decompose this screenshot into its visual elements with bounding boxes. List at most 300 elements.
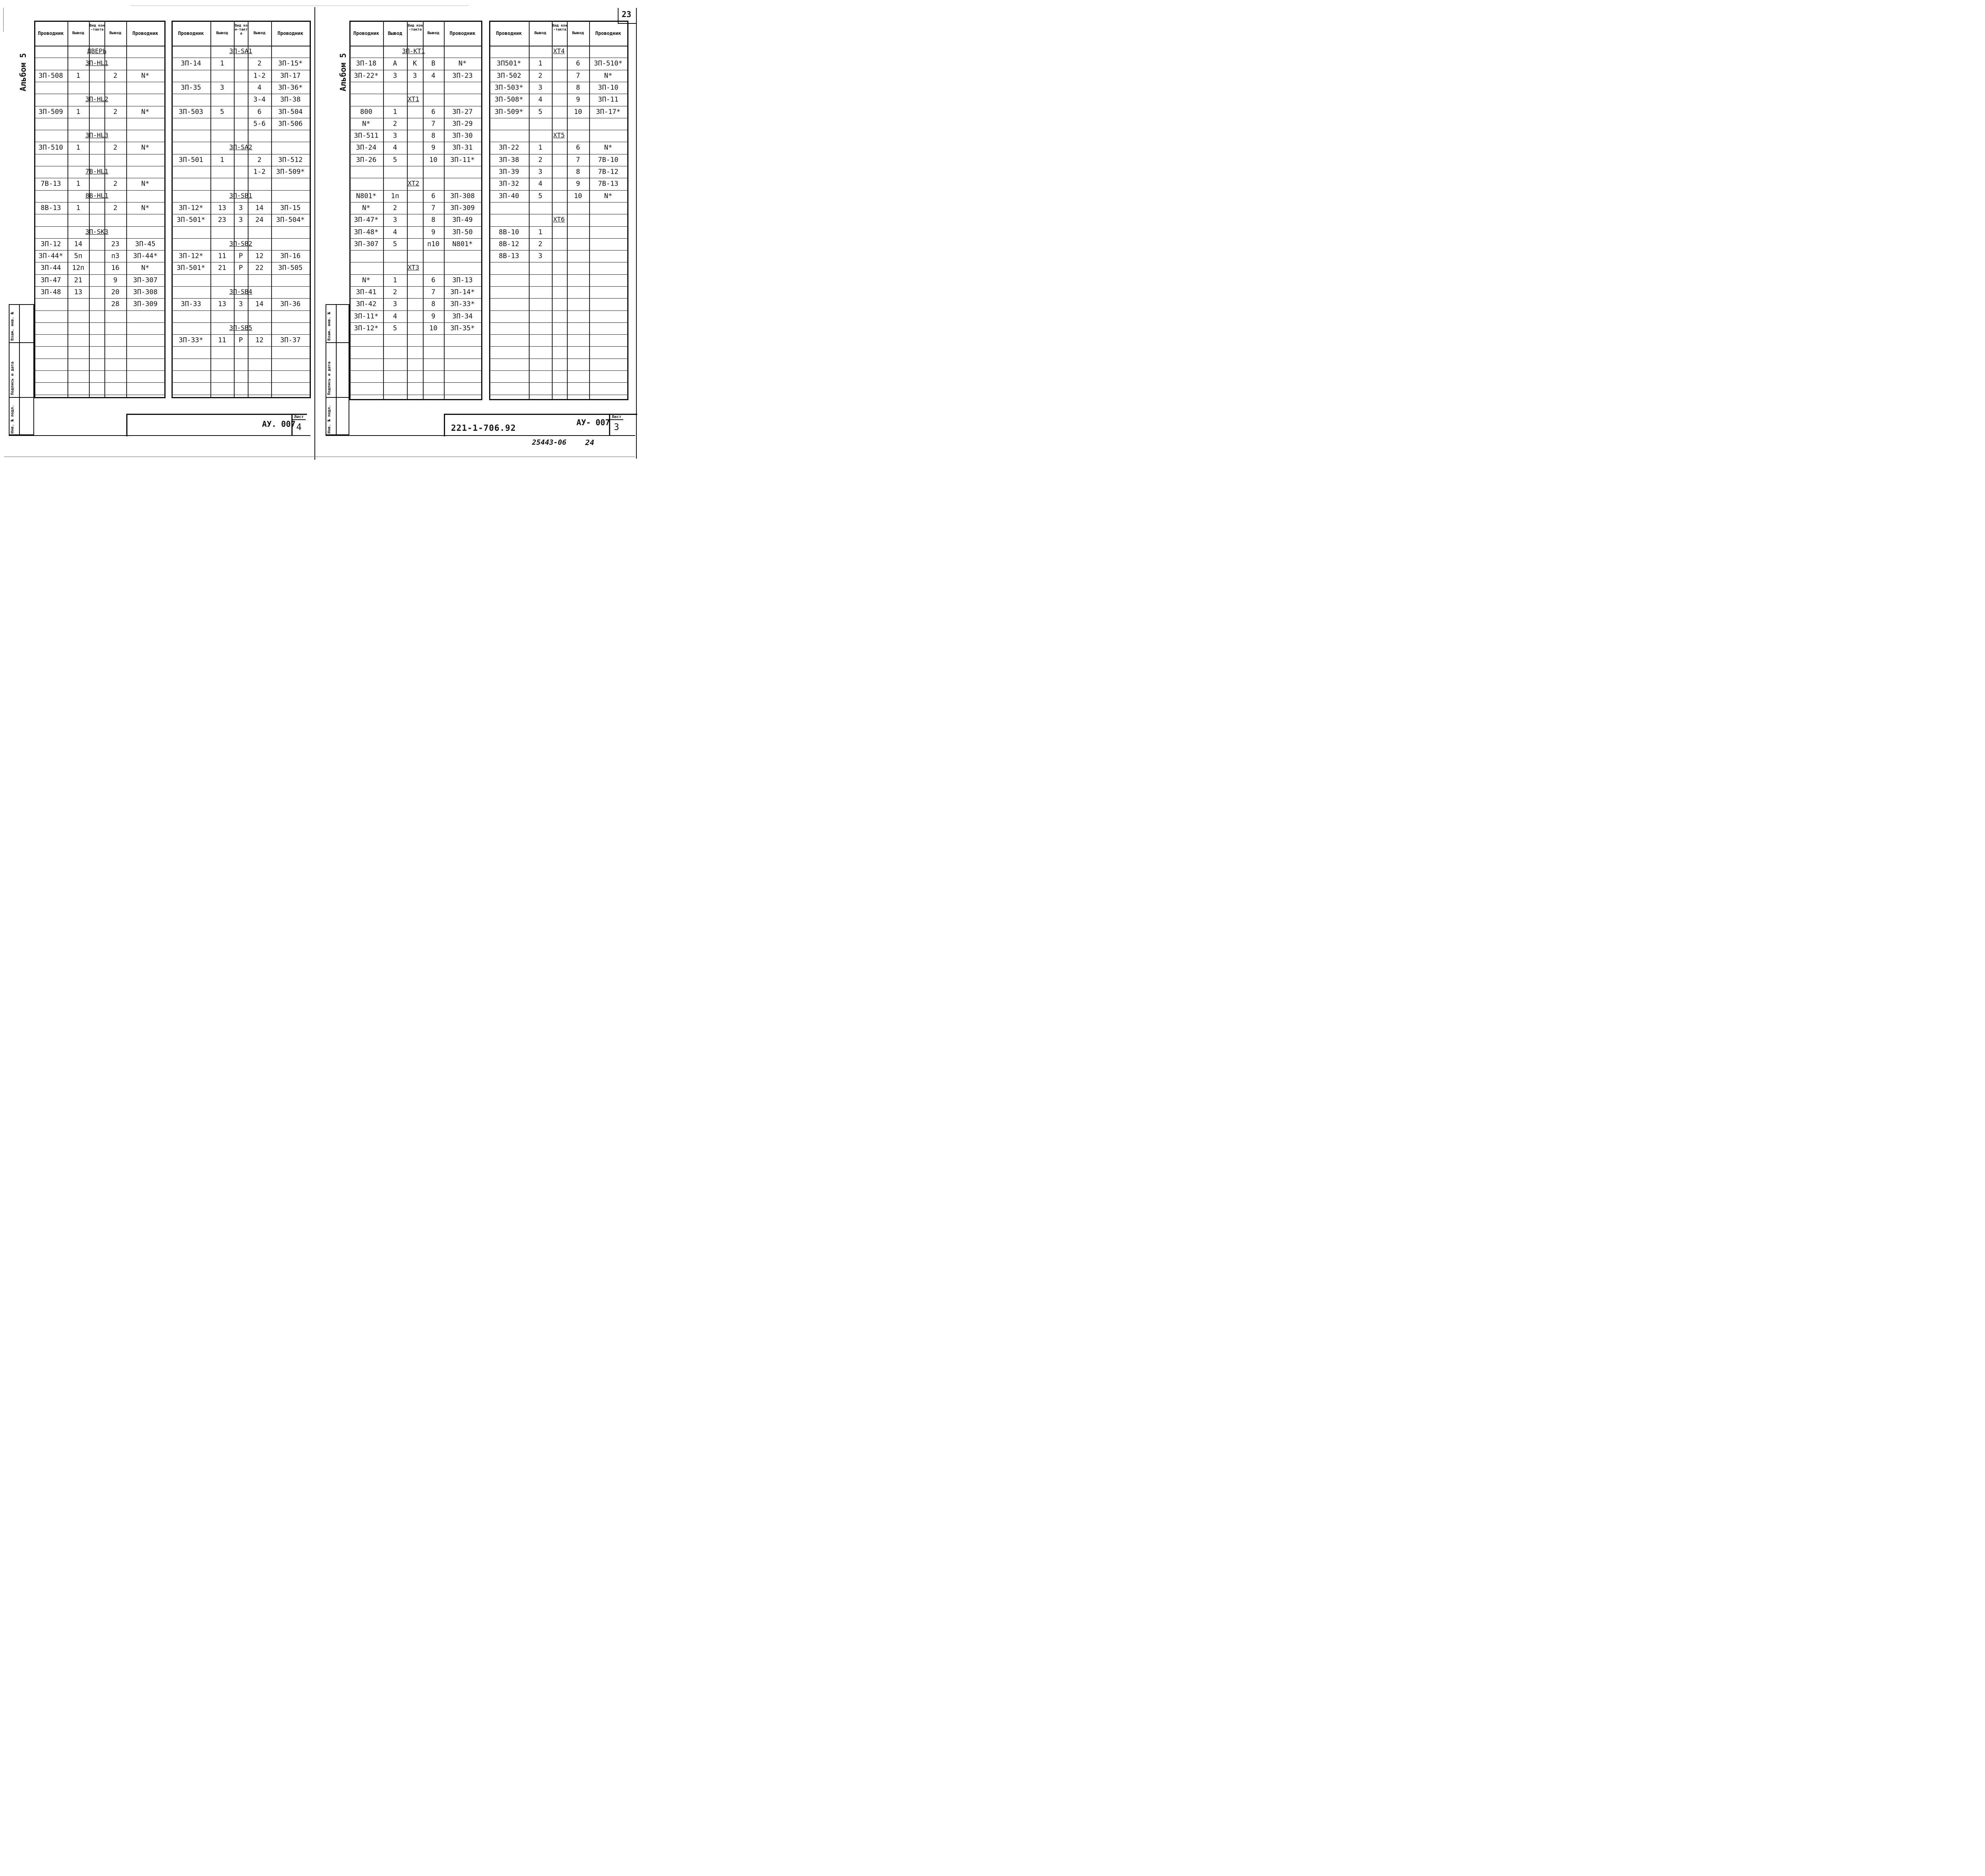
drawing-code-right: АУ- 007 (576, 418, 610, 427)
table-cell (234, 94, 248, 106)
table-column-line (481, 21, 482, 400)
table-cell (407, 298, 423, 310)
table-cell: 1 (76, 108, 81, 116)
table-cell: 3П-47 (40, 276, 61, 284)
device-designation-text: 3П-SK3 (85, 228, 108, 235)
table-cell: 12п (72, 264, 85, 272)
table-cell: 3П-33* (179, 336, 203, 344)
table-cell: 3П-501 (179, 156, 203, 164)
table-cell (407, 226, 423, 238)
header-conductor: Проводник (38, 30, 64, 36)
table-cell: 8В-10 (499, 228, 519, 236)
table-cell: 3П-48 (40, 288, 61, 296)
table-row-line (349, 370, 481, 371)
table-cell: 800 (360, 108, 372, 116)
sheet-number-left: 4 (296, 422, 302, 432)
table-cell: 3П-504 (278, 108, 303, 116)
table-cell: п3 (111, 252, 119, 260)
table-cell (89, 142, 104, 154)
table-cell: 3П-503 (179, 108, 203, 116)
table-cell: 3П-307 (133, 276, 158, 284)
table-cell: 1-2 (253, 72, 266, 80)
device-designation (210, 46, 271, 58)
table-cell (407, 190, 423, 202)
table-cell: 3 (393, 300, 397, 308)
table-cell: 3П-30 (452, 132, 473, 140)
table-cell: 21 (218, 264, 226, 272)
header-conductor: Проводник (449, 30, 476, 36)
table-cell: 5 (538, 192, 543, 200)
table-cell: 3П-509* (495, 108, 523, 116)
table-row-line (34, 322, 164, 323)
table-cell (210, 94, 234, 106)
table-cell: 3П-15 (280, 204, 301, 212)
table-cell: 2 (257, 60, 262, 67)
table-cell: 21 (74, 276, 83, 284)
table-cell: 2 (113, 72, 118, 80)
table-cell: 8В-13 (40, 204, 61, 212)
device-designation (67, 190, 126, 202)
table-cell (172, 166, 210, 178)
table-cell: 3П-26 (356, 156, 377, 164)
table-cell: 3П-512 (278, 156, 303, 164)
header-conductor: Проводник (595, 30, 621, 36)
stamp-sign-date: Подпись и дата (10, 361, 15, 395)
device-designation-text: 3П-HL2 (85, 95, 108, 103)
table-cell: 23 (218, 216, 226, 224)
table-cell: 3П-35 (181, 84, 201, 92)
table-cell: 2 (538, 156, 543, 164)
table-cell: 3П-36* (278, 84, 303, 92)
device-designation (210, 142, 271, 154)
device-designation-text: 3П-SA1 (229, 47, 252, 55)
table-cell: 9 (576, 96, 580, 104)
table-cell: 3П-35* (450, 324, 475, 332)
table-cell: 7В-10 (598, 156, 619, 164)
device-designation (210, 238, 271, 250)
table-cell: 3П-509* (276, 168, 305, 176)
table-row-line (349, 250, 481, 251)
table-cell: Р (239, 264, 243, 272)
stamp-replace-inv: Взам. инв. № (10, 312, 15, 341)
table-cell: N* (141, 144, 150, 152)
table-cell: 8В-13 (499, 252, 519, 260)
table-row-line (489, 286, 627, 287)
table-cell (552, 94, 567, 106)
table-cell (172, 118, 210, 130)
table-cell: 5 (220, 108, 224, 116)
table-cell: 2 (393, 120, 397, 128)
table-cell: 6 (431, 192, 436, 200)
table-cell: 3 (393, 132, 397, 140)
table-cell: 2 (393, 288, 397, 296)
header-conductor: Проводник (277, 30, 304, 36)
table-cell: N* (604, 144, 613, 152)
table-cell: N* (362, 276, 370, 284)
table-cell (552, 238, 567, 250)
table-cell: 3П-22* (354, 72, 379, 80)
table-cell: 11 (218, 336, 226, 344)
table-row-line (349, 346, 481, 347)
table-row-line (172, 346, 310, 347)
drawing-code-left: АУ. 007 (262, 419, 296, 429)
table-cell: 4 (257, 84, 262, 92)
table-cell: 2 (113, 144, 118, 152)
table-cell: 6 (431, 108, 436, 116)
table-cell: 3П-15* (278, 60, 303, 67)
table-cell (210, 166, 234, 178)
table-cell: 8 (431, 132, 436, 140)
device-designation-text: 8В-HL1 (85, 192, 108, 199)
device-designation-text: XT1 (408, 95, 419, 103)
table-cell: 3П-22 (499, 144, 519, 152)
table-cell: 3П-33 (181, 300, 201, 308)
device-designation (383, 46, 444, 58)
device-designation (67, 58, 126, 69)
table-cell: N* (141, 108, 150, 116)
table-cell: 6 (431, 276, 436, 284)
table-row-line (34, 334, 164, 335)
table-cell (234, 166, 248, 178)
device-designation (210, 322, 271, 334)
header-contact-kind: Вид кон-такта (235, 24, 248, 36)
device-designation-text: XT4 (553, 47, 565, 55)
header-terminal: Вывод (72, 31, 85, 35)
table-cell: 3П-31 (452, 144, 473, 152)
table-cell: 3П-511 (354, 132, 379, 140)
table-cell (589, 250, 627, 262)
table-cell: В (431, 60, 436, 67)
table-cell: 5-6 (253, 120, 266, 128)
table-cell: 8В-12 (499, 240, 519, 248)
table-cell: 3П-49 (452, 216, 473, 224)
table-cell: N* (604, 72, 613, 80)
table-cell: 3П-36 (280, 300, 301, 308)
table-row-line (172, 274, 310, 275)
table-cell: 1 (538, 60, 543, 67)
table-row-line (349, 382, 481, 383)
table-cell: 4 (431, 72, 436, 80)
table-cell: 16 (111, 264, 119, 272)
table-cell: 3П-12* (354, 324, 379, 332)
table-cell: 2 (538, 240, 543, 248)
table-cell: 12 (255, 252, 264, 260)
table-cell: 7 (431, 120, 436, 128)
table-cell: 3 (538, 168, 543, 176)
table-cell: 3П-16 (280, 252, 301, 260)
table-cell: 3П-23 (452, 72, 473, 80)
table-cell: 3П-13 (452, 276, 473, 284)
table-cell: 3П-307 (354, 240, 379, 248)
device-designation (383, 178, 444, 190)
table-cell (552, 82, 567, 94)
table-cell: 6 (576, 60, 580, 67)
table-cell: 2 (113, 204, 118, 212)
table-cell: 3П-27 (452, 108, 473, 116)
table-cell: 6 (576, 144, 580, 152)
table-cell: 14 (255, 204, 264, 212)
table-cell: 14 (74, 240, 83, 248)
table-cell: 3-4 (253, 96, 266, 104)
table-cell (552, 106, 567, 118)
header-terminal: Вывод (572, 31, 584, 35)
table-cell: 11 (218, 252, 226, 260)
table-cell (172, 94, 210, 106)
table-cell: 3П-18 (356, 60, 377, 67)
table-row-line (489, 370, 627, 371)
table-cell (172, 70, 210, 82)
table-bottom-border (349, 399, 482, 400)
stamp-inv-orig: Инв. № подл. (10, 405, 15, 434)
table-cell (234, 58, 248, 69)
table-cell: N* (458, 60, 467, 67)
table-cell: 7В-13 (40, 180, 61, 188)
table-cell: Р (239, 336, 243, 344)
table-cell: 1 (538, 228, 543, 236)
device-designation (210, 190, 271, 202)
device-designation (67, 130, 126, 142)
table-cell (89, 274, 104, 286)
device-designation-text: ДВЕРЬ (87, 47, 107, 55)
table-column-line (627, 21, 628, 400)
table-cell: 5п (74, 252, 83, 260)
table-cell: N* (604, 192, 613, 200)
table-cell: 7 (431, 288, 436, 296)
device-designation-text: XT5 (553, 131, 565, 139)
device-designation-text: 3П-SB5 (229, 324, 252, 332)
table-cell: 13 (218, 204, 226, 212)
table-cell (210, 70, 234, 82)
table-cell: 2 (113, 180, 118, 188)
table-cell (234, 154, 248, 166)
table-cell: 3П-14 (181, 60, 201, 67)
table-cell (589, 226, 627, 238)
table-cell: 23 (111, 240, 119, 248)
table-cell: К (412, 60, 417, 67)
header-terminal: Вывод (109, 31, 121, 35)
stamp-replace-inv: Взам. инв. № (327, 312, 331, 341)
table-cell: 1 (220, 156, 224, 164)
table-row-line (489, 322, 627, 323)
table-bottom-border (34, 397, 165, 398)
table-cell (589, 238, 627, 250)
album-label-left: Альбом 5 (18, 53, 28, 91)
table-cell: 7В-13 (598, 180, 619, 188)
table-cell: 3П-501* (177, 264, 205, 272)
table-cell: 3 (239, 216, 243, 224)
table-cell: 9 (431, 312, 436, 320)
device-designation (67, 94, 126, 106)
table-cell (407, 106, 423, 118)
table-cell (567, 238, 589, 250)
table-cell: 4 (393, 228, 397, 236)
table-cell: 8 (576, 84, 580, 92)
table-cell: 3П-29 (452, 120, 473, 128)
table-row-line (34, 310, 164, 311)
table-row-line (34, 346, 164, 347)
table-cell: N801* (356, 192, 377, 200)
table-cell: 9 (431, 144, 436, 152)
header-terminal: Вывод (427, 31, 439, 35)
table-cell: 20 (111, 288, 119, 296)
table-cell (89, 238, 104, 250)
table-cell: 4 (538, 180, 543, 188)
stamp-inv-orig: Инв. № подл. (327, 405, 331, 434)
table-cell: 10 (574, 192, 582, 200)
device-designation (529, 46, 589, 58)
inventory-stamp-line (9, 397, 34, 398)
table-cell (552, 166, 567, 178)
table-row-line (172, 226, 310, 227)
table-cell: 3П501* (497, 60, 521, 67)
table-cell: 28 (111, 300, 119, 308)
table-row-line (489, 382, 627, 383)
header-contact-kind: Вид кон-такта (408, 24, 423, 32)
table-cell: 24 (255, 216, 264, 224)
table-cell: 7 (576, 72, 580, 80)
header-conductor: Проводник (496, 30, 522, 36)
table-cell: 3П-34 (452, 312, 473, 320)
table-cell: 3 (538, 252, 543, 260)
table-cell (89, 106, 104, 118)
table-cell: 3П-33* (450, 300, 475, 308)
table-cell: 3П-41 (356, 288, 377, 296)
table-cell: 1-2 (253, 168, 266, 176)
table-cell (552, 190, 567, 202)
header-contact-kind: Вид кон-такта (89, 24, 105, 32)
table-cell: 1 (393, 108, 397, 116)
table-cell: 3П-510* (594, 60, 622, 67)
table-cell (407, 274, 423, 286)
table-cell: 4 (393, 312, 397, 320)
table-cell: N* (141, 264, 150, 272)
table-cell: 3П-308 (133, 288, 158, 296)
top-sheet-number: 23 (621, 10, 632, 19)
table-cell: 3 (538, 84, 543, 92)
table-cell: 3П-44* (39, 252, 63, 260)
table-cell: 9 (431, 228, 436, 236)
table-cell (234, 106, 248, 118)
table-cell (67, 298, 89, 310)
table-row-line (172, 382, 310, 383)
header-terminal: Вывод (534, 31, 547, 35)
table-cell: 3П-509 (39, 108, 63, 116)
table-cell: 8 (431, 300, 436, 308)
table-cell: 3П-38 (280, 96, 301, 104)
table-cell (567, 226, 589, 238)
table-cell: 3П-44 (40, 264, 61, 272)
table-cell (89, 286, 104, 298)
table-cell (89, 250, 104, 262)
table-cell: 3П-11 (598, 96, 619, 104)
inventory-stamp-line (326, 397, 349, 398)
page-divider (314, 7, 315, 460)
table-cell (234, 70, 248, 82)
table-cell: Р (239, 252, 243, 260)
table-cell (210, 118, 234, 130)
table-cell (407, 214, 423, 226)
table-cell: 3П-11* (450, 156, 475, 164)
table-cell: 3П-44* (133, 252, 158, 260)
table-cell: 3П-12* (179, 252, 203, 260)
device-designation-text: XT3 (408, 264, 419, 271)
table-cell (234, 118, 248, 130)
table-cell: 3П-24 (356, 144, 377, 152)
project-number: 221-1-706.92 (451, 423, 516, 433)
table-cell: 3 (412, 72, 417, 80)
header-conductor: Проводник (178, 30, 204, 36)
table-cell: 3П-309 (450, 204, 475, 212)
album-label-right: Альбом 5 (338, 53, 348, 91)
table-cell: 1 (220, 60, 224, 67)
table-cell: 5 (393, 156, 397, 164)
inventory-stamp-line (9, 342, 34, 343)
sheet-label-right: Лист (610, 415, 623, 420)
table-cell: 3П-503* (495, 84, 523, 92)
table-column-line (310, 21, 311, 398)
table-cell (89, 298, 104, 310)
device-designation (210, 286, 271, 298)
table-cell: 3П-12 (40, 240, 61, 248)
table-cell: 3П-504* (276, 216, 305, 224)
table-cell (567, 250, 589, 262)
table-cell: 4 (538, 96, 543, 104)
table-row-line (489, 274, 627, 275)
device-designation (383, 262, 444, 274)
inventory-stamp-line (326, 342, 349, 343)
table-cell: 3П-40 (499, 192, 519, 200)
header-contact-kind: Вид кон-такта (552, 24, 567, 32)
table-cell: 3П-506 (278, 120, 303, 128)
table-cell (89, 262, 104, 274)
page-number: 24 (585, 438, 594, 447)
page1-left-margin (3, 8, 4, 32)
header-terminal: Вывод (216, 31, 228, 35)
table-cell: 5 (393, 240, 397, 248)
table-cell: 10 (574, 108, 582, 116)
device-designation-text: XT6 (553, 216, 565, 223)
table-cell: 3П-505 (278, 264, 303, 272)
table-cell: 3П-50 (452, 228, 473, 236)
table-cell: N* (141, 204, 150, 212)
table-cell: 3П-508 (39, 72, 63, 80)
table-cell: 3П-42 (356, 300, 377, 308)
header-conductor: Проводник (353, 30, 380, 36)
table-cell (407, 130, 423, 142)
table-cell (89, 178, 104, 190)
table-cell: N* (362, 120, 370, 128)
table-cell: 22 (255, 264, 264, 272)
table-cell: 3П-309 (133, 300, 158, 308)
table-cell (552, 58, 567, 69)
header-conductor: Проводник (132, 30, 158, 36)
table-cell: 1 (538, 144, 543, 152)
table-cell: 3П-17 (280, 72, 301, 80)
device-designation-text: 3П-SB4 (229, 288, 252, 295)
table-cell: 10 (429, 156, 437, 164)
table-cell: 12 (255, 336, 264, 344)
device-designation-text: 3П-HL3 (85, 131, 108, 139)
table-cell: 3П-12* (179, 204, 203, 212)
table-cell: 3 (220, 84, 224, 92)
inventory-stamp-divider (19, 304, 20, 435)
table-cell: 1 (393, 276, 397, 284)
table-cell: 14 (255, 300, 264, 308)
table-cell: N* (141, 72, 150, 80)
table-cell: 3 (239, 300, 243, 308)
table-cell: 3П-501* (177, 216, 205, 224)
table-cell (552, 226, 567, 238)
